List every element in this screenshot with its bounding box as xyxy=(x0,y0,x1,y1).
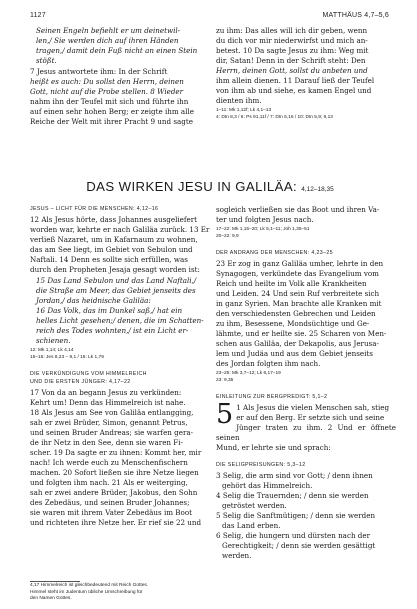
paragraph: 5 1 Als Jesus die vielen Menschen sah, stieg er auf den Berg. Er setzte sich und seine Jünger traten zu ihm. 2 Und er öffnete seinen Mund, er lehrte sie und sprach: xyxy=(216,399,396,452)
book-reference: MATTHÄUS 4,7–5,6 xyxy=(322,12,389,19)
paragraph: 7 Jesus antwortete ihm: In der Schrift heißt es auch: Du sollst den Herrn, deinen Gott, nicht auf die Probe stellen. 8 Wieder nahm ihn der Teufel mit sich und führte ihn auf einen sehr hohen Berg; er zeigte ihm alle Reiche der Welt mit ihrer Pracht 9 und sagte xyxy=(30,67,194,126)
left-top-column xyxy=(30,26,210,127)
paragraph: zu ihm: Das alles will ich dir geben, wenn du dich vor mir niederwirfst und mich an- betest. 10 Da sagte Jesus zu ihm: Weg mit dir, Satan! Denn in der Schrift steht: Den Herrn, deinen Gott, sollst du anbeten und ihm allein dienen. 11 Darauf ließ der Teufel von ihm ab und siehe, es kamen Engel und dienten ihm. xyxy=(216,26,375,105)
section-heading: EINLEITUNG ZUR BERGPREDIGT: 5,1–2 xyxy=(216,394,328,400)
cross-references: 17–22: Mk 1,15–20; Lk 5,1–11; Joh 1,35–51 20–22: 9,9 xyxy=(216,227,310,239)
paragraph: 12 Als Jesus hörte, dass Johannes ausgeliefert worden war, kehrte er nach Galiläa zurück. 13 Er verließ Nazaret, um in Kafarnaum zu wohnen, das am See liegt, im Gebiet von Sebulon und Naftali. 14 Denn es sollte sich erfüllen, was durch den Propheten Jesaja gesagt worden ist: xyxy=(30,215,210,274)
beatitudes: 3 Selig, die arm sind vor Gott; / denn ihnen gehört das Himmelreich. 4 Selig die Trauernden; / denn sie werden getröstet werden. 5 Selig die Sanftmütigen; / denn sie werden das Land erben. 6 Selig, die hungern und dürsten nach der Gerechtigkeit; / denn sie werden gesättigt werden. xyxy=(216,471,376,560)
footnote-divider xyxy=(30,581,80,582)
prophecy-quote: 15 Das Land Sebulon und das Land Naftali,/ die Straße am Meer, das Gebiet jenseits des Jordan,/ das heidnische Galiläa: 16 Das Volk, das im Dunkel saß,/ hat ein helles Licht gesehen;/ denen, die im Schatten- reich des Todes wohnten,/ ist ein Licht er- schienen. xyxy=(36,276,204,345)
footnote: 4,17 Himmelreich ist gleichbedeutend mit Reich Gottes. Himmel steht im Judentum übliche Umschreibung für den Namen Gottes. xyxy=(30,583,149,601)
main-title: DAS WIRKEN JESU IN GALILÄA: 4,12–18,35 xyxy=(86,179,334,194)
cross-references: 12: Mk 1,14; Lk 4,14 15–16: Jes 8,23 – 9,1 / 16: Lk 1,79 xyxy=(30,348,104,360)
cross-references: 1–11: Mk 1,12f; Lk 4,1–13 4: Dtn 8,3 / 6: Ps 91,11f / 7: Dtn 6,16 / 10: Dtn 5,9; 6,13 xyxy=(216,108,333,120)
paragraph: sogleich verließen sie das Boot und ihren Va- ter und folgten Jesus nach. xyxy=(216,205,380,224)
section-heading: DIE VERKÜNDIGUNG VOM HIMMELREICH UND DIE ERSTEN JÜNGER: 4,17–22 xyxy=(30,371,147,385)
quote-lines: Seinen Engeln befiehlt er um deinetwil- len,/ Sie werden dich auf ihren Händen tragen,/ damit dein Fuß nicht an einen Stein stößt. xyxy=(36,26,198,65)
paragraph: 17 Von da an begann Jesus zu verkünden: Kehrt um! Denn das Himmelreich ist nahe. 18 Als Jesus am See von Galiläa entlangging, sah er zwei Brüder, Simon, genannt Petrus, und seinen Bruder Andreas; sie warfen gera- de ihr Netz in den See, denn sie waren Fi- scher. 19 Da sagte er zu ihnen: Kommt her, mir nach! Ich werde euch zu Menschenfischern machen. 20 Sofort ließen sie ihre Netze liegen und folgten ihm nach. 21 Als er weiterging, sah er zwei andere Brüder, Jakobus, den Sohn des Zebedäus, und seinen Bruder Johannes; sie waren mit ihrem Vater Zebedäus im Boot und richteten ihre Netze her. Er rief sie 22 und xyxy=(30,388,202,527)
cross-references: 23–25: Mk 3,7–12; Lk 6,17–19 23: 9,35 xyxy=(216,371,281,383)
paragraph: 23 Er zog in ganz Galiläa umher, lehrte in den Synagogen, verkündete das Evangelium vom Reich und heilte im Volk alle Krankheiten und Leiden. 24 Und sein Ruf verbreitete sich in ganz Syrien. Man brachte alle Kranken mit den verschiedensten Gebrechen und Leiden zu ihm, Besessene, Mondsüchtige und Ge- lähmte, und er heilte sie. 25 Scharen von Men- schen aus Galiläa, der Dekapolis, aus Jerusa- lem und Judäa und aus dem Gebiet jenseits des Jordan folgten ihm nach. xyxy=(216,259,387,368)
section-heading: JESUS – LICHT FÜR DIE MENSCHEN: 4,12–16 xyxy=(30,206,159,212)
page-number: 1127 xyxy=(30,12,46,19)
right-main-column xyxy=(216,205,396,561)
section-heading: DER ANDRANG DER MENSCHEN: 4,23–25 xyxy=(216,250,333,256)
section-heading: DIE SELIGPREISUNGEN: 5,3–12 xyxy=(216,462,306,468)
chapter-number: 5 xyxy=(216,399,234,430)
right-top-column xyxy=(216,26,396,121)
left-main-column xyxy=(30,205,210,528)
